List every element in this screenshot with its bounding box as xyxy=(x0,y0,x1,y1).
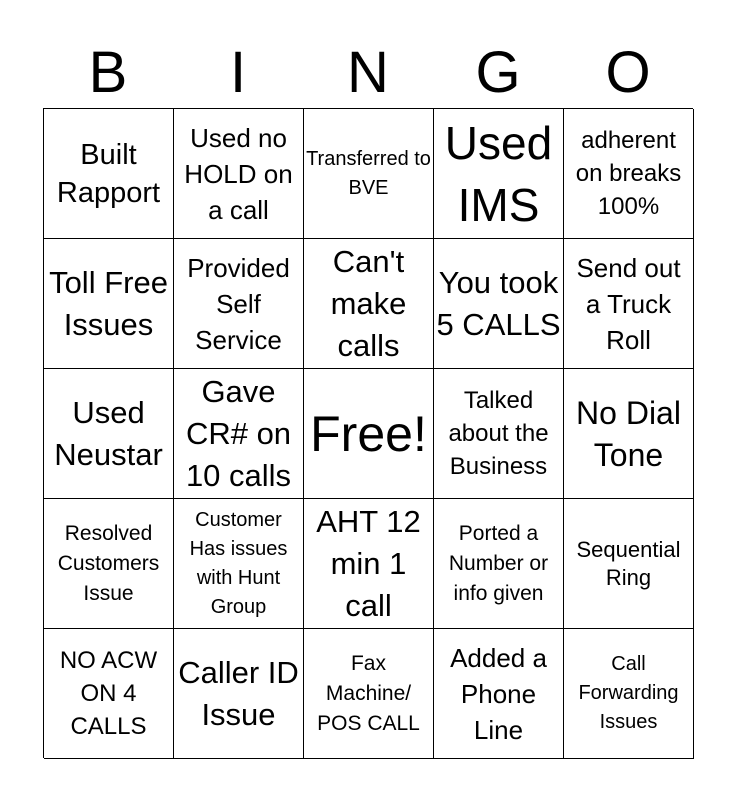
cell-text: Added a Phone Line xyxy=(450,642,547,745)
cell-text: Call Forwarding Issues xyxy=(578,653,679,733)
bingo-board xyxy=(43,108,693,758)
bingo-cell[interactable] xyxy=(434,499,564,629)
bingo-cell[interactable] xyxy=(304,239,434,369)
bingo-cell[interactable] xyxy=(564,239,694,369)
bingo-cell[interactable] xyxy=(434,629,564,759)
free-space[interactable] xyxy=(304,369,434,499)
header-letter-i: I xyxy=(229,40,247,105)
header-letter-o: O xyxy=(605,40,651,105)
cell-text: adherent on breaks 100% xyxy=(575,127,682,220)
bingo-cell[interactable] xyxy=(174,369,304,499)
header-letter-g: G xyxy=(475,40,521,105)
cell-text: Used no HOLD on a call xyxy=(184,122,293,225)
bingo-cell[interactable] xyxy=(564,369,694,499)
bingo-cell[interactable] xyxy=(44,499,174,629)
bingo-cell[interactable] xyxy=(44,629,174,759)
cell-text: Provided Self Service xyxy=(187,252,290,355)
cell-text: Customer Has issues with Hunt Group xyxy=(189,508,288,618)
bingo-cell[interactable] xyxy=(434,369,564,499)
cell-text: Built Rapport xyxy=(56,138,161,209)
bingo-cell[interactable] xyxy=(304,109,434,239)
cell-text: Talked about the Business xyxy=(448,387,549,480)
bingo-cell[interactable] xyxy=(564,109,694,239)
cell-text: You took 5 CALLS xyxy=(436,264,561,342)
cell-text: Toll Free Issues xyxy=(49,264,168,342)
bingo-cell[interactable] xyxy=(44,369,174,499)
bingo-cell[interactable] xyxy=(174,239,304,369)
bingo-cell[interactable] xyxy=(564,629,694,759)
cell-text: Used IMS xyxy=(444,116,553,231)
cell-text: Can't make calls xyxy=(330,243,407,363)
bingo-cell[interactable] xyxy=(304,499,434,629)
cell-text: AHT 12 min 1 call xyxy=(316,503,421,623)
bingo-cell[interactable] xyxy=(174,109,304,239)
cell-text: Transferred to BVE xyxy=(306,147,431,199)
header-letter-n: N xyxy=(347,40,389,105)
cell-text: No Dial Tone xyxy=(576,394,681,473)
cell-text: Used Neustar xyxy=(54,394,163,472)
cell-text: Gave CR# on 10 calls xyxy=(185,373,292,493)
cell-text: Ported a Number or info given xyxy=(448,521,549,605)
cell-text: Free! xyxy=(310,405,427,462)
bingo-cell[interactable] xyxy=(44,239,174,369)
bingo-cell[interactable] xyxy=(564,499,694,629)
cell-text: Caller ID Issue xyxy=(178,654,299,732)
bingo-cell[interactable] xyxy=(434,239,564,369)
bingo-cell[interactable] xyxy=(174,499,304,629)
bingo-cell[interactable] xyxy=(304,629,434,759)
cell-text: Resolved Customers Issue xyxy=(57,521,160,605)
bingo-header xyxy=(43,40,693,106)
header-letter-b: B xyxy=(88,40,128,105)
cell-text: Sequential Ring xyxy=(576,536,681,590)
cell-text: NO ACW ON 4 CALLS xyxy=(59,647,158,740)
bingo-cell[interactable] xyxy=(44,109,174,239)
bingo-cell[interactable] xyxy=(174,629,304,759)
bingo-cell[interactable] xyxy=(434,109,564,239)
cell-text: Fax Machine/ POS CALL xyxy=(317,651,420,735)
cell-text: Send out a Truck Roll xyxy=(576,252,681,355)
